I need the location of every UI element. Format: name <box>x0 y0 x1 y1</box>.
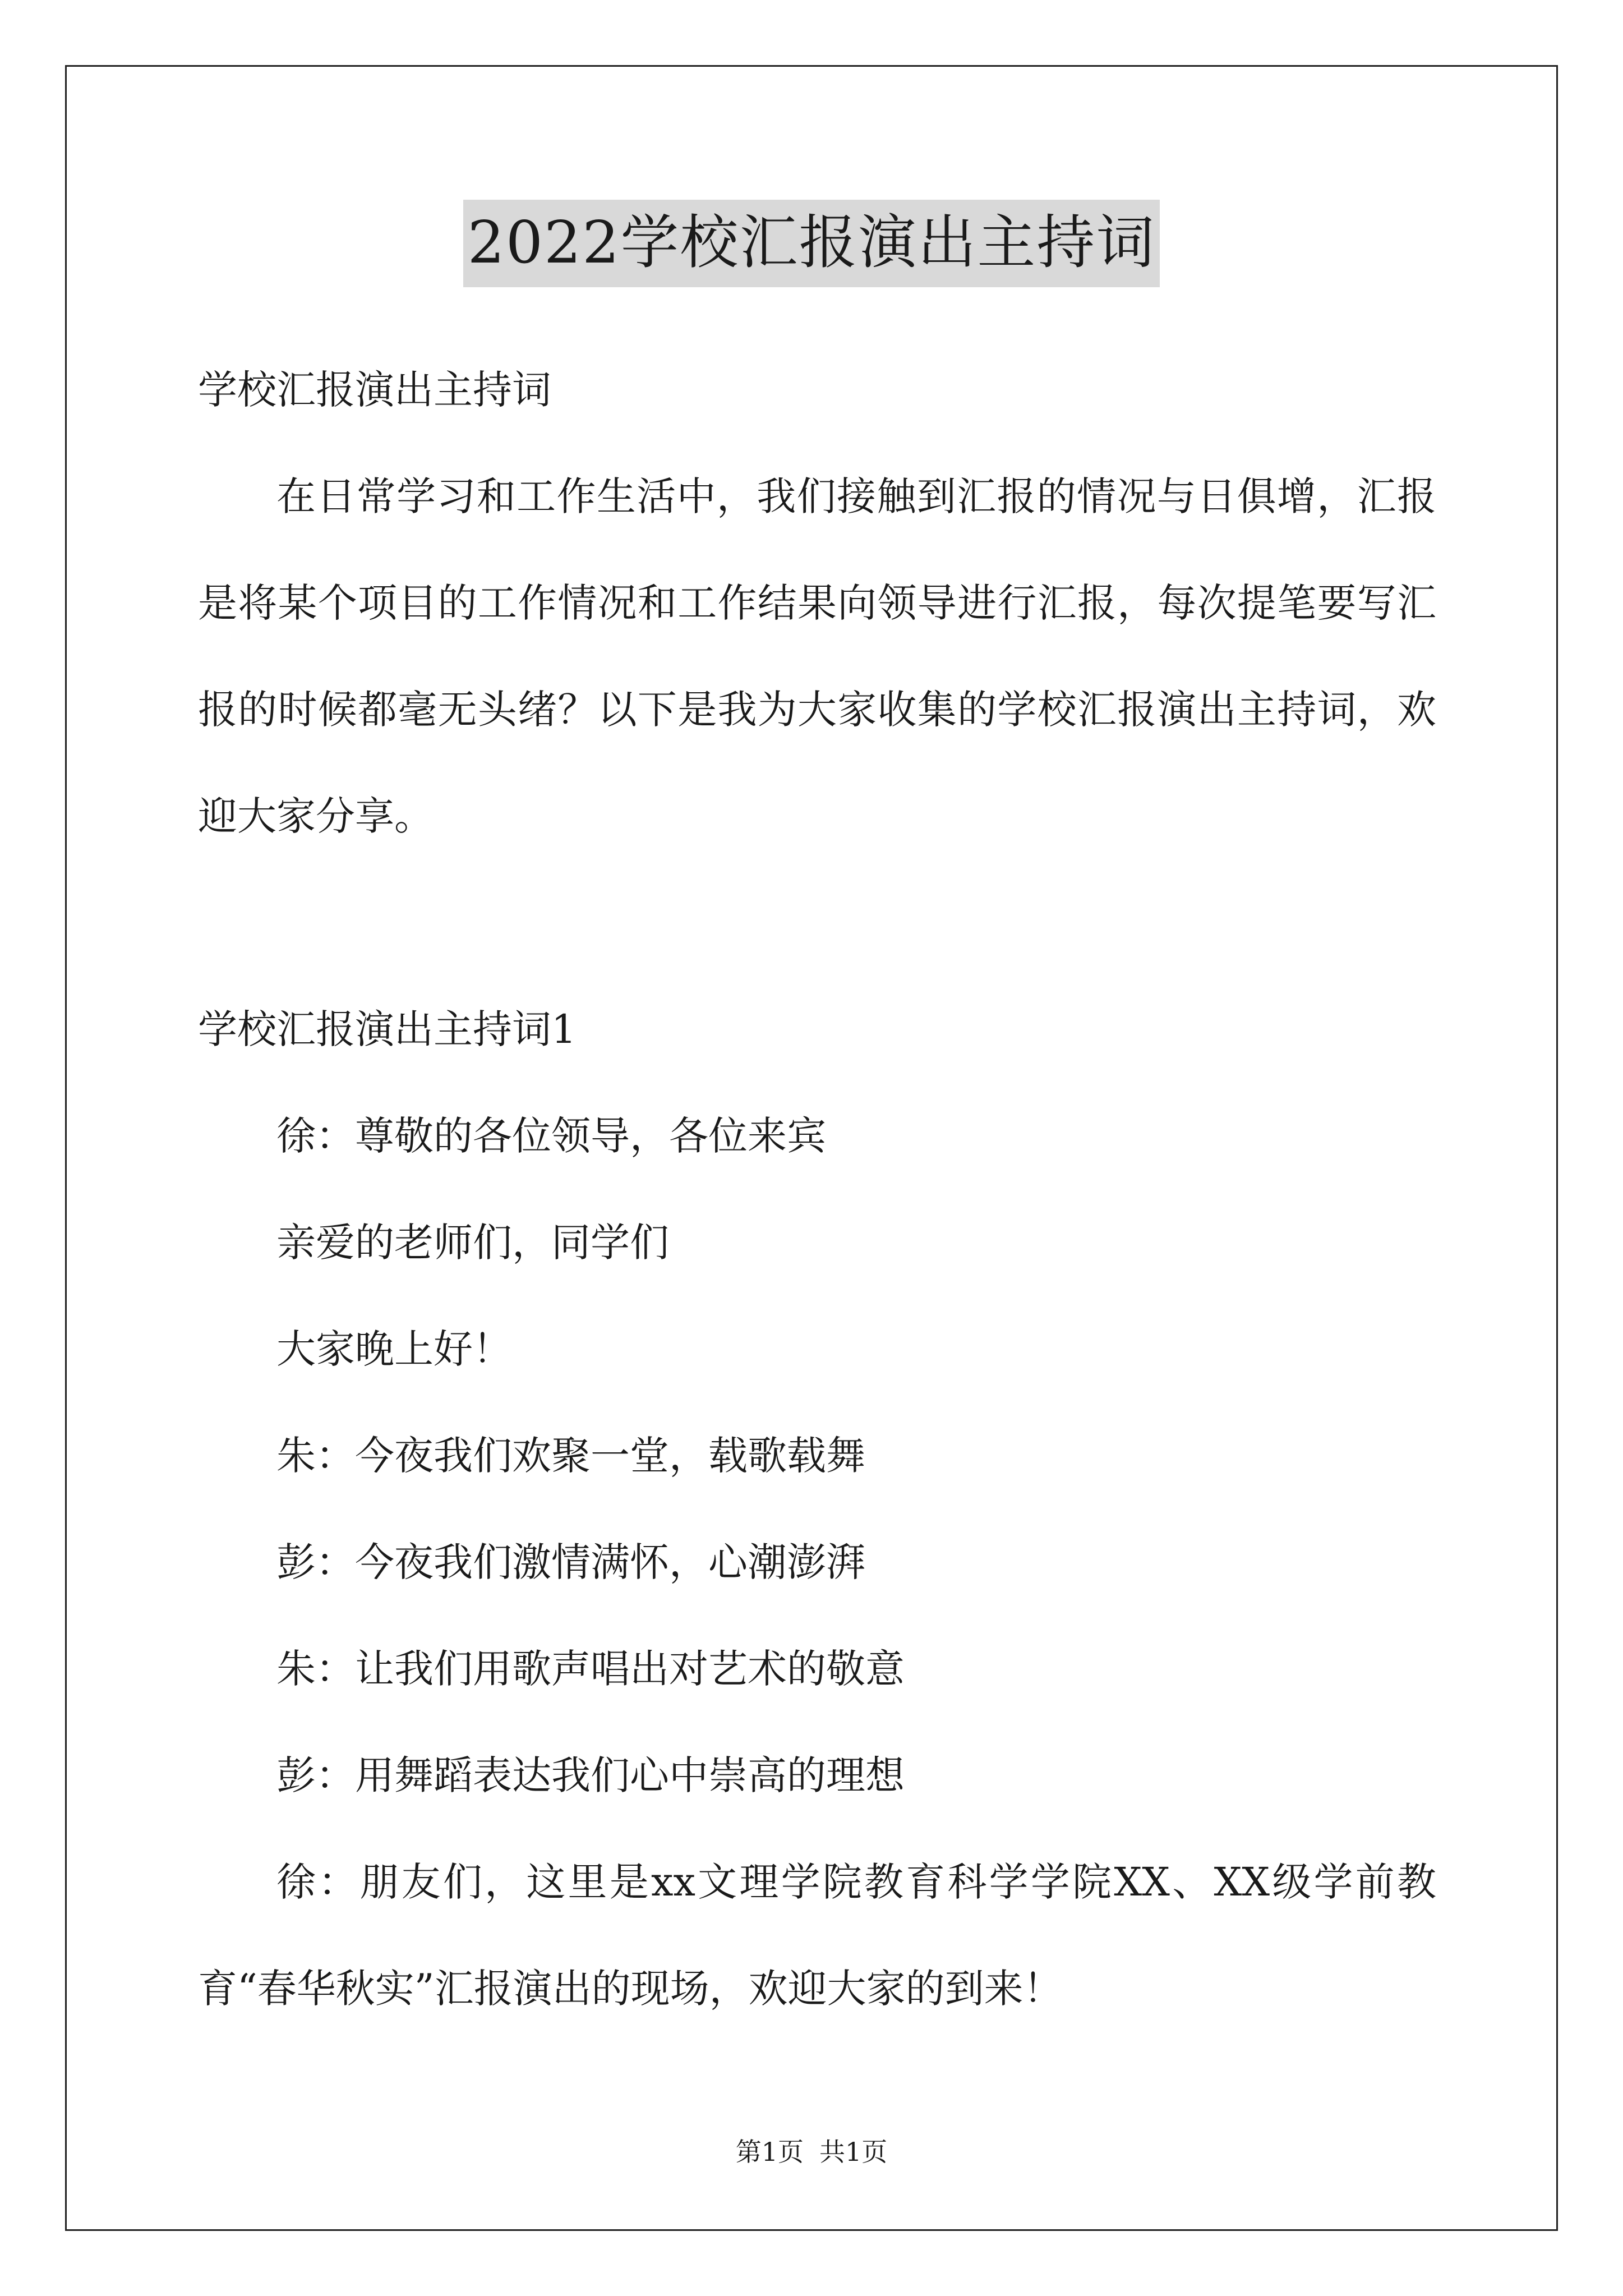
document-title: 2022学校汇报演出主持词 <box>463 200 1160 287</box>
title-container <box>0 200 1623 287</box>
script-line-2: 亲爱的老师们，同学们 <box>276 1220 669 1266</box>
paragraph-gap <box>198 869 1436 976</box>
script-line-6: 朱：让我们用歌声唱出对艺术的敬意 <box>276 1646 905 1692</box>
document-subtitle: 学校汇报演出主持词 <box>198 367 551 413</box>
page-current: 第1页 <box>735 2137 804 2167</box>
page-footer <box>0 2135 1623 2169</box>
script-line-5: 彭：今夜我们激情满怀，心潮澎湃 <box>276 1539 865 1585</box>
document-body <box>198 337 1436 2042</box>
script-line-4: 朱：今夜我们欢聚一堂，载歌载舞 <box>276 1433 865 1479</box>
script-line-7: 彭：用舞蹈表达我们心中崇高的理想 <box>276 1752 905 1798</box>
script-line-1: 徐：尊敬的各位领导，各位来宾 <box>276 1113 826 1159</box>
closing-paragraph: 徐：朋友们，这里是xx文理学院教育科学学院XX、XX级学前教育“春华秋实”汇报演出的现场，欢迎大家的到来！ <box>198 1859 1436 2012</box>
section-heading: 学校汇报演出主持词1 <box>198 1006 577 1052</box>
page-total: 共1页 <box>819 2137 888 2167</box>
intro-paragraph: 在日常学习和工作生活中，我们接触到汇报的情况与日俱增，汇报是将某个项目的工作情况和工作结果向领导进行汇报，每次提笔要写汇报的时候都毫无头绪？以下是我为大家收集的学校汇报演出主持词，欢迎大家分享。 <box>198 473 1436 839</box>
script-line-3: 大家晚上好！ <box>276 1326 512 1372</box>
